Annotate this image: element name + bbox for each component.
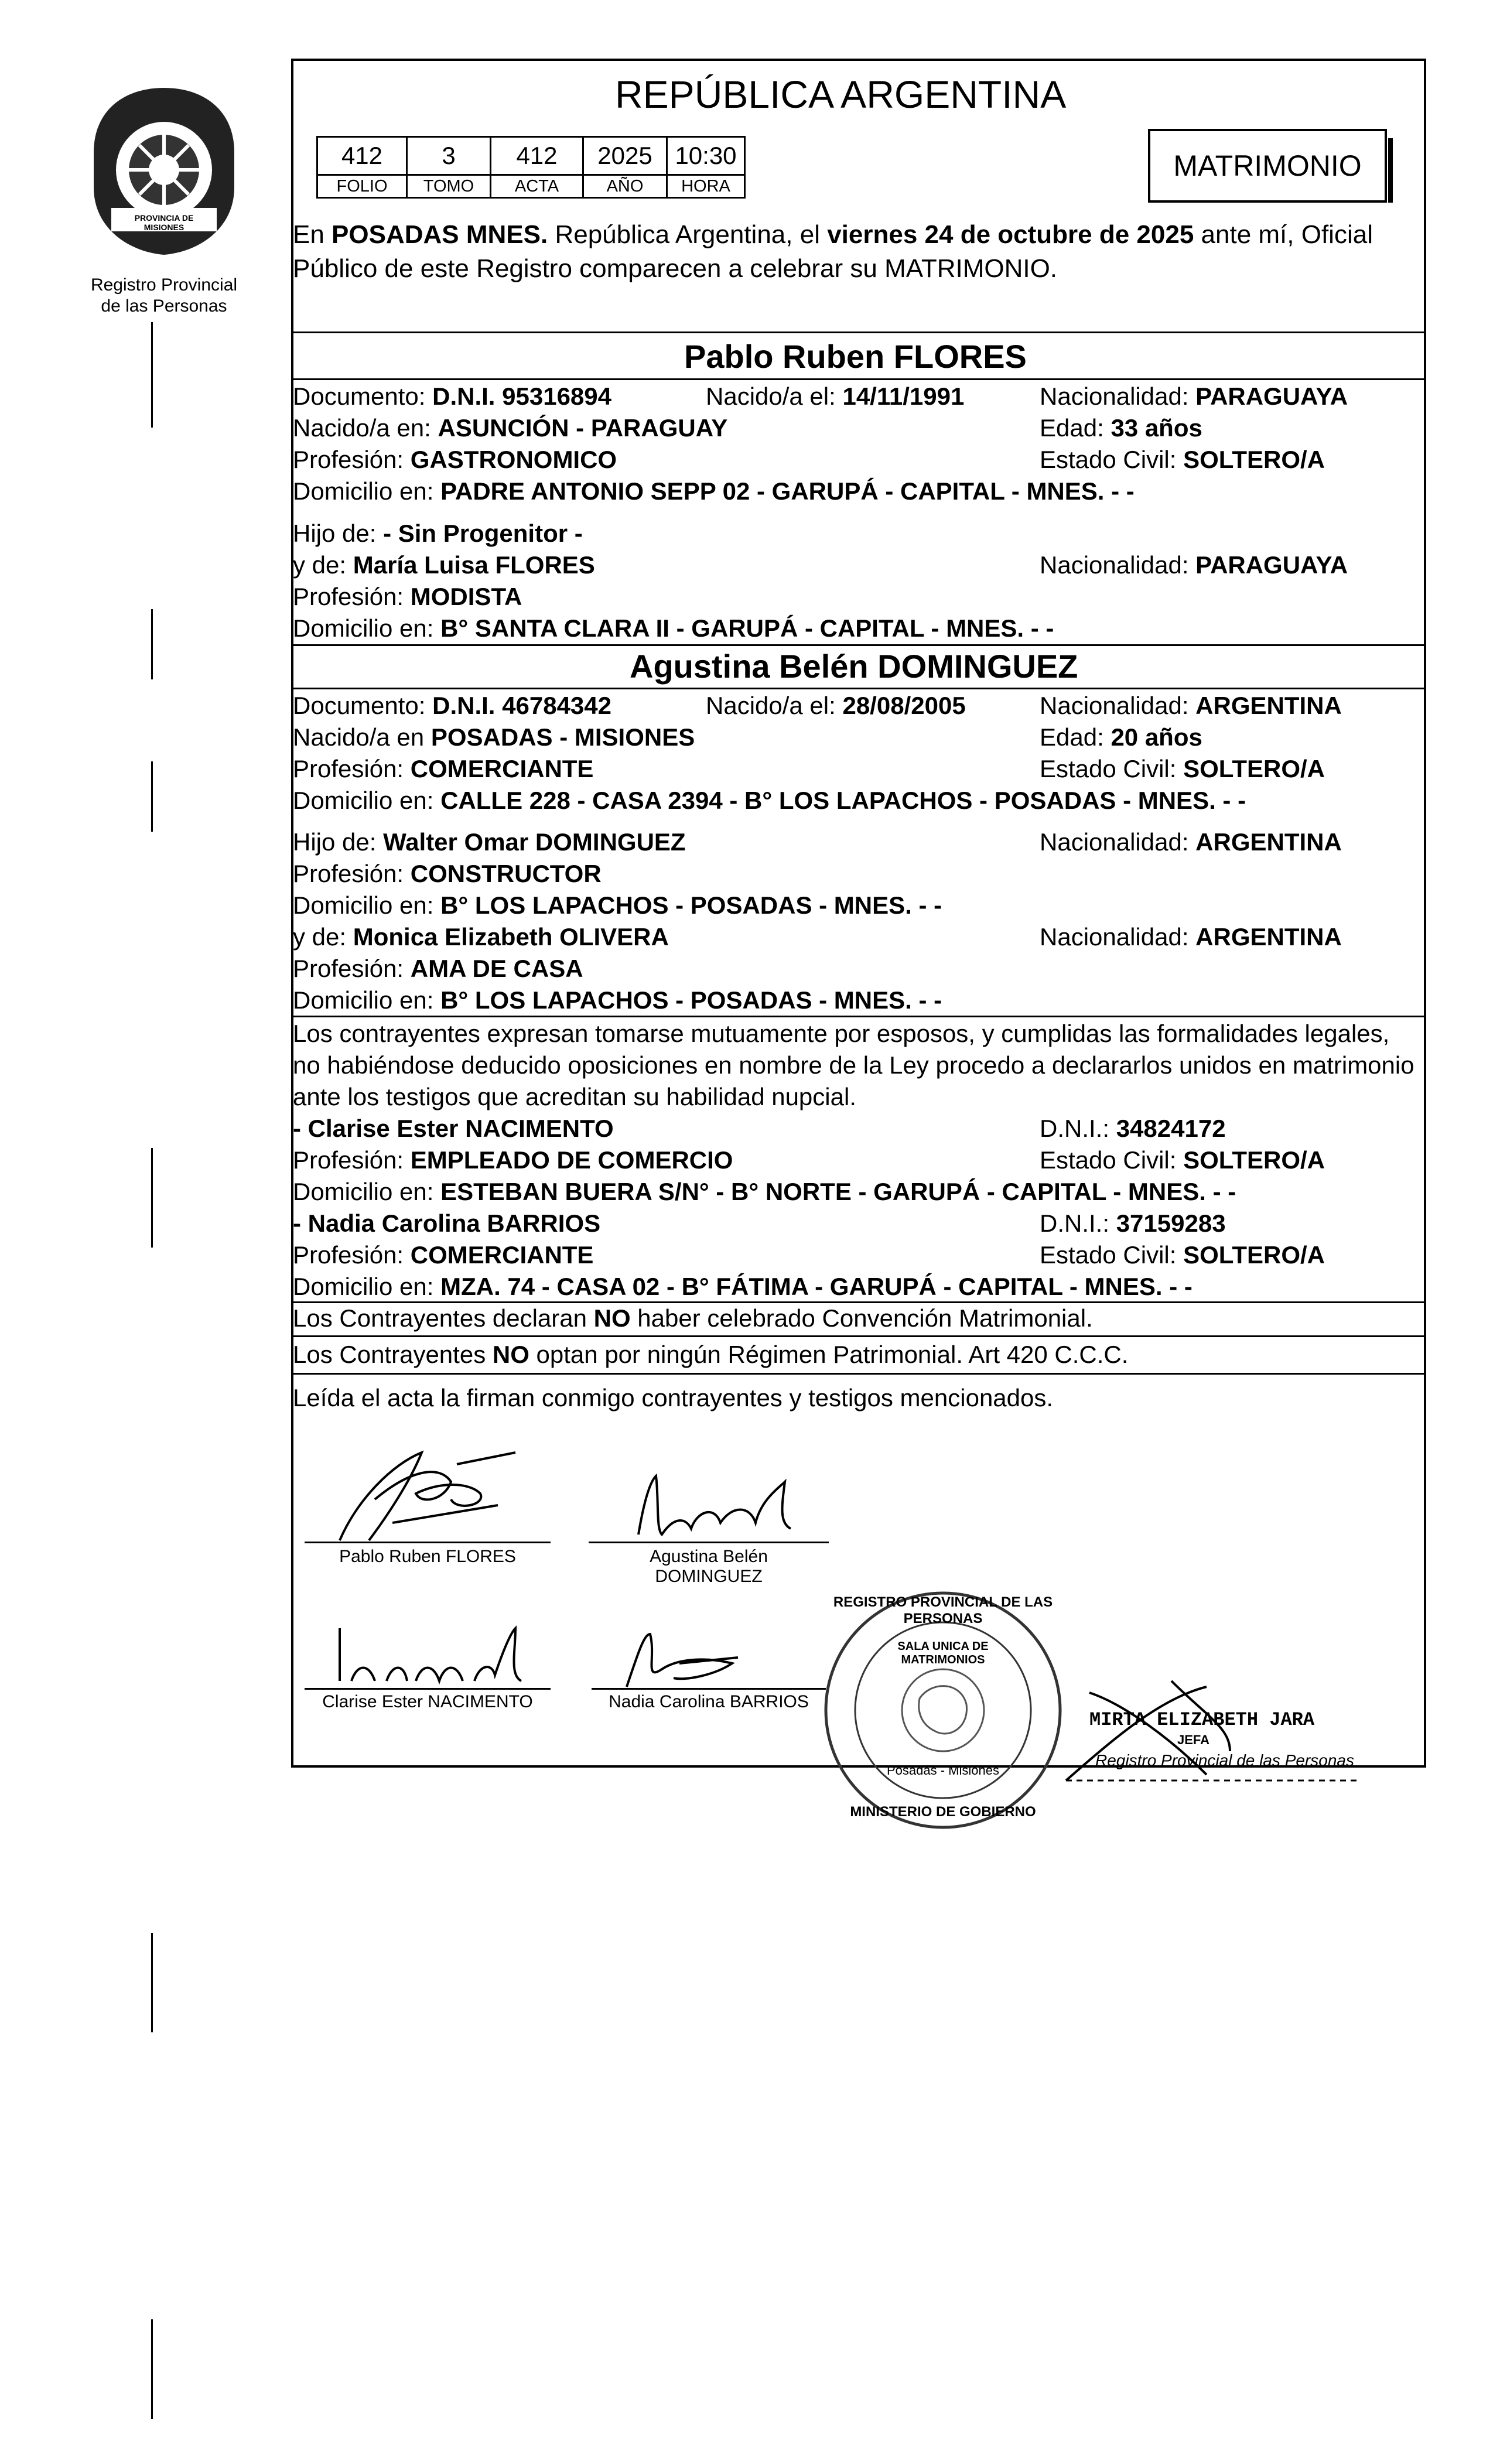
hora-value: 10:30 bbox=[667, 137, 745, 175]
anio-label: AÑO bbox=[583, 175, 667, 198]
stamp-inner-text: SALA UNICA DE MATRIMONIOS bbox=[897, 1640, 989, 1666]
bride-nationality: Nacionalidad: ARGENTINA bbox=[1040, 692, 1342, 719]
bride-address: Domicilio en: CALLE 228 - CASA 2394 - B° LOS LAPACHOS - POSADAS - MNES. - - bbox=[293, 787, 1246, 814]
groom-address: Domicilio en: PADRE ANTONIO SEPP 02 - GARUPÁ - CAPITAL - MNES. - - bbox=[293, 477, 1135, 505]
registry-stamp bbox=[820, 1587, 1066, 1833]
rule-closing-top bbox=[291, 1373, 1424, 1375]
margin-mark bbox=[151, 1148, 153, 1248]
rule-declaration-top bbox=[291, 1016, 1424, 1017]
witness1-name: - Clarise Ester NACIMENTO bbox=[293, 1115, 614, 1142]
rule-bride-top bbox=[291, 644, 1424, 646]
rule-convention-top bbox=[291, 1301, 1424, 1303]
bride-name: Agustina Belén DOMINGUEZ bbox=[630, 648, 1078, 685]
rule-groom-name bbox=[291, 378, 1424, 380]
anio-value: 2025 bbox=[583, 137, 667, 175]
witness2-dni: D.N.I.: 37159283 bbox=[1040, 1209, 1226, 1237]
intro-text-2: República Argentina, el bbox=[548, 220, 828, 249]
closing-text: Leída el acta la firman conmigo contrayentes y testigos mencionados. bbox=[293, 1384, 1054, 1412]
bride-mother-profession: Profesión: AMA DE CASA bbox=[293, 955, 583, 982]
groom-mother: y de: María Luisa FLORES bbox=[293, 551, 595, 579]
bride-signature-caption-2: DOMINGUEZ bbox=[655, 1567, 763, 1586]
bride-father-profession: Profesión: CONSTRUCTOR bbox=[293, 860, 602, 887]
intro-date: viernes 24 de octubre de 2025 bbox=[827, 220, 1194, 249]
witness1-profession: Profesión: EMPLEADO DE COMERCIO bbox=[293, 1146, 733, 1174]
official-name: MIRTA ELIZABETH JARA bbox=[1089, 1709, 1315, 1731]
groom-signature-caption: Pablo Ruben FLORES bbox=[339, 1547, 516, 1566]
witness2-address: Domicilio en: MZA. 74 - CASA 02 - B° FÁTIMA - GARUPÁ - CAPITAL - MNES. - - bbox=[293, 1273, 1193, 1300]
bride-document: Documento: D.N.I. 46784342 bbox=[293, 692, 611, 719]
groom-name: Pablo Ruben FLORES bbox=[684, 338, 1027, 375]
margin-mark bbox=[151, 1933, 153, 2032]
margin-mark bbox=[151, 2319, 153, 2419]
margin-mark bbox=[151, 609, 153, 679]
document-title: REPÚBLICA ARGENTINA bbox=[615, 73, 1067, 116]
groom-mother-address: Domicilio en: B° SANTA CLARA II - GARUPÁ - CAPITAL - MNES. - - bbox=[293, 614, 1054, 642]
bride-profession: Profesión: COMERCIANTE bbox=[293, 755, 594, 782]
witness2-civil-status: Estado Civil: SOLTERO/A bbox=[1040, 1241, 1325, 1269]
rule-groom-top bbox=[291, 332, 1424, 333]
record-type-box bbox=[1148, 129, 1387, 203]
rule-bride-name bbox=[291, 688, 1424, 689]
witness1-address: Domicilio en: ESTEBAN BUERA S/N° - B° NORTE - GARUPÁ - CAPITAL - MNES. - - bbox=[293, 1178, 1236, 1205]
witness1-signature bbox=[305, 1617, 551, 1693]
bride-birthplace: Nacido/a en POSADAS - MISIONES bbox=[293, 723, 695, 751]
acta-value: 412 bbox=[491, 137, 583, 175]
bride-father-nationality: Nacionalidad: ARGENTINA bbox=[1040, 828, 1342, 856]
declaration-text: Los contrayentes expresan tomarse mutuamente por esposos, y cumplidas las formalidades legales, no habiéndose deducido oposiciones en nombre de la Ley procedo a declararlos unidos en matrimonio ante los testigos que acreditan su habilidad nupcial. bbox=[293, 1020, 1414, 1110]
margin-mark bbox=[151, 322, 153, 428]
groom-age: Edad: 33 años bbox=[1040, 414, 1202, 442]
stamp-center-text: Posadas - Misiones bbox=[887, 1763, 999, 1778]
tomo-label: TOMO bbox=[407, 175, 491, 198]
stamp-top-text: REGISTRO PROVINCIAL DE LAS PERSONAS bbox=[833, 1594, 1053, 1626]
groom-birthplace: Nacido/a en: ASUNCIÓN - PARAGUAY bbox=[293, 414, 728, 442]
rule-regime-top bbox=[291, 1335, 1424, 1337]
convention-text: Los Contrayentes declaran NO haber celebrado Convención Matrimonial. bbox=[293, 1304, 1093, 1332]
groom-mother-profession: Profesión: MODISTA bbox=[293, 583, 522, 610]
official-office: Registro Provincial de las Personas bbox=[1095, 1751, 1354, 1769]
logo-ring-text: PROVINCIA DE MISIONES bbox=[134, 213, 194, 232]
bride-mother-nationality: Nacionalidad: ARGENTINA bbox=[1040, 923, 1342, 951]
groom-civil-status: Estado Civil: SOLTERO/A bbox=[1040, 446, 1325, 473]
bride-signature-caption-1: Agustina Belén bbox=[650, 1547, 768, 1566]
acta-label: ACTA bbox=[491, 175, 583, 198]
bride-mother: y de: Monica Elizabeth OLIVERA bbox=[293, 923, 669, 951]
bride-age: Edad: 20 años bbox=[1040, 723, 1202, 751]
logo-caption-1: Registro Provincial bbox=[90, 275, 238, 295]
folio-label: FOLIO bbox=[317, 175, 407, 198]
groom-father: Hijo de: - Sin Progenitor - bbox=[293, 520, 583, 547]
stamp-bottom-text: MINISTERIO DE GOBIERNO bbox=[850, 1804, 1036, 1820]
record-table bbox=[316, 136, 746, 199]
intro-text-1: En bbox=[293, 220, 332, 249]
folio-value: 412 bbox=[317, 137, 407, 175]
groom-mother-nationality: Nacionalidad: PARAGUAYA bbox=[1040, 551, 1348, 579]
official-role: JEFA bbox=[1177, 1732, 1210, 1747]
witness1-dni: D.N.I.: 34824172 bbox=[1040, 1115, 1226, 1142]
intro-text-3: ante mí, Oficial Público de este Registro comparecen a celebrar su MATRIMONIO. bbox=[293, 220, 1373, 283]
tomo-value: 3 bbox=[407, 137, 491, 175]
intro-place: POSADAS MNES. bbox=[332, 220, 548, 249]
groom-profession: Profesión: GASTRONOMICO bbox=[293, 446, 617, 473]
groom-birthdate: Nacido/a el: 14/11/1991 bbox=[706, 382, 965, 410]
margin-mark bbox=[151, 761, 153, 832]
witness2-signature bbox=[592, 1622, 838, 1693]
witness2-profession: Profesión: COMERCIANTE bbox=[293, 1241, 594, 1269]
bride-mother-address: Domicilio en: B° LOS LAPACHOS - POSADAS - MNES. - - bbox=[293, 986, 942, 1014]
witness2-signature-caption: Nadia Carolina BARRIOS bbox=[609, 1692, 809, 1711]
bride-father: Hijo de: Walter Omar DOMINGUEZ bbox=[293, 828, 686, 856]
witness2-signature-line bbox=[592, 1688, 826, 1690]
hora-label: HORA bbox=[667, 175, 745, 198]
logo-caption-2: de las Personas bbox=[101, 296, 227, 316]
bride-father-address: Domicilio en: B° LOS LAPACHOS - POSADAS - MNES. - - bbox=[293, 891, 942, 919]
bride-signature-line bbox=[589, 1542, 829, 1543]
bride-birthdate: Nacido/a el: 28/08/2005 bbox=[706, 692, 966, 719]
witness2-name: - Nadia Carolina BARRIOS bbox=[293, 1209, 601, 1237]
record-type: MATRIMONIO bbox=[1173, 149, 1362, 182]
groom-signature bbox=[305, 1429, 551, 1546]
bride-civil-status: Estado Civil: SOLTERO/A bbox=[1040, 755, 1325, 782]
witness1-civil-status: Estado Civil: SOLTERO/A bbox=[1040, 1146, 1325, 1174]
intro-paragraph bbox=[293, 218, 1417, 286]
groom-document: Documento: D.N.I. 95316894 bbox=[293, 382, 611, 410]
regime-text: Los Contrayentes NO optan por ningún Régimen Patrimonial. Art 420 C.C.C. bbox=[293, 1341, 1129, 1368]
witness1-signature-caption: Clarise Ester NACIMENTO bbox=[322, 1692, 533, 1711]
registry-logo bbox=[88, 82, 240, 258]
witness1-signature-line bbox=[305, 1688, 551, 1690]
bride-signature bbox=[615, 1464, 826, 1546]
groom-nationality: Nacionalidad: PARAGUAYA bbox=[1040, 382, 1348, 410]
groom-signature-line bbox=[305, 1542, 551, 1543]
